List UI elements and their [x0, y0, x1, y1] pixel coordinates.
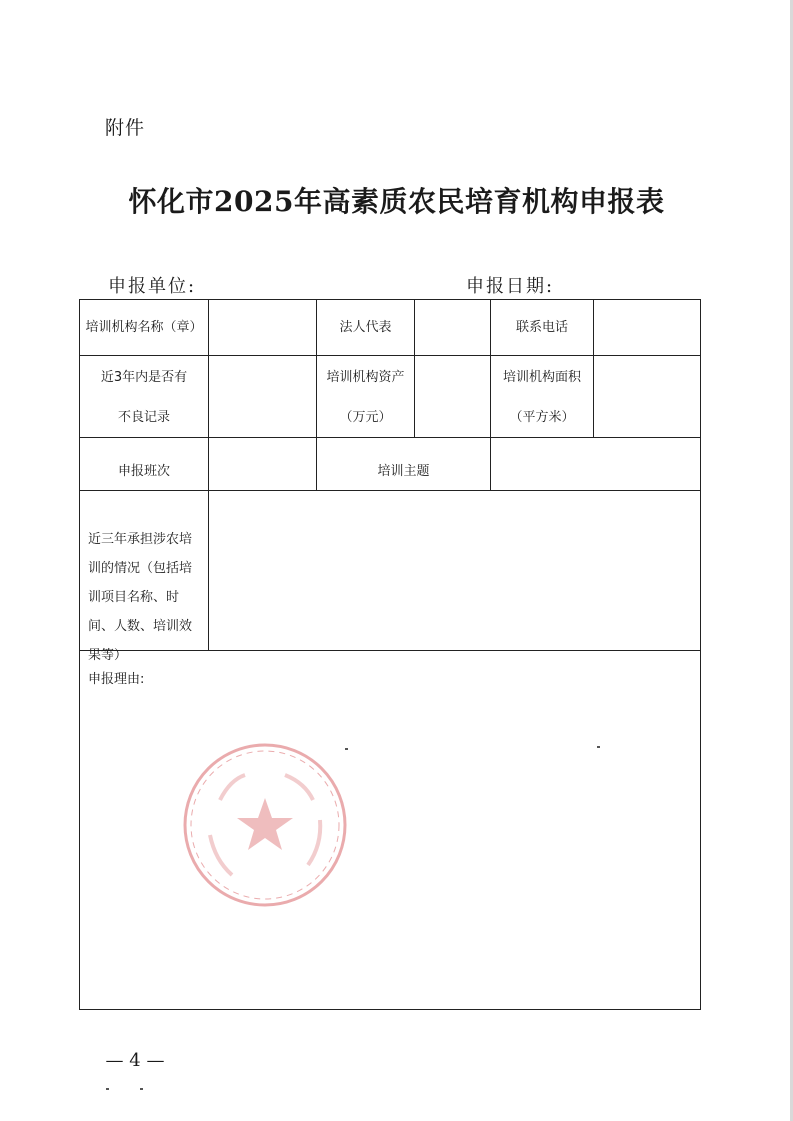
attachment-label: 附件 — [105, 117, 146, 139]
scan-speck — [345, 748, 348, 750]
legal-rep-value[interactable] — [415, 305, 489, 351]
bad-record-label-line2: 不良记录 — [117, 410, 170, 425]
history-cell — [80, 491, 208, 663]
scan-speck — [597, 746, 600, 748]
page-number: — 4 — — [105, 1050, 165, 1071]
scan-speck — [140, 1088, 143, 1090]
apply-date-label: 申报日期: — [466, 276, 555, 297]
legal-rep-label: 法人代表 — [339, 320, 392, 335]
class-value[interactable] — [209, 440, 315, 488]
reason-label: 申报理由: — [88, 672, 145, 687]
area-label — [491, 358, 593, 438]
phone-label: 联系电话 — [515, 320, 568, 335]
bad-record-value[interactable] — [209, 360, 315, 434]
scan-speck — [106, 1088, 109, 1090]
application-form-table — [79, 299, 701, 1010]
org-name-value[interactable] — [209, 305, 315, 351]
bad-record-label — [80, 358, 208, 438]
seal-star — [237, 798, 293, 850]
area-value[interactable] — [594, 360, 698, 434]
theme-label: 培训主题 — [377, 464, 430, 479]
official-seal-stamp — [180, 740, 350, 910]
assets-label — [317, 358, 414, 438]
history-value[interactable] — [209, 493, 698, 648]
assets-label-line2: （万元） — [339, 410, 392, 425]
theme-value[interactable] — [491, 440, 698, 488]
area-label-line1: 培训机构面积 — [502, 370, 581, 385]
applicant-label: 申报单位: — [108, 276, 197, 297]
assets-label-line1: 培训机构资产 — [326, 370, 405, 385]
reason-cell[interactable] — [80, 651, 700, 1009]
class-label: 申报班次 — [117, 464, 170, 479]
history-label: 近三年承担涉农培训的情况（包括培训项目名称、时间、人数、培训效果等） — [88, 532, 193, 663]
bad-record-label-line1: 近3年内是否有 — [100, 370, 188, 385]
org-name-label: 培训机构名称（章） — [85, 320, 203, 335]
area-label-line2: （平方米） — [509, 410, 575, 425]
row-divider — [80, 355, 700, 356]
page-title: 怀化市2025年高素质农民培育机构申报表 — [128, 185, 665, 218]
assets-value[interactable] — [415, 360, 489, 434]
phone-value[interactable] — [594, 305, 698, 351]
